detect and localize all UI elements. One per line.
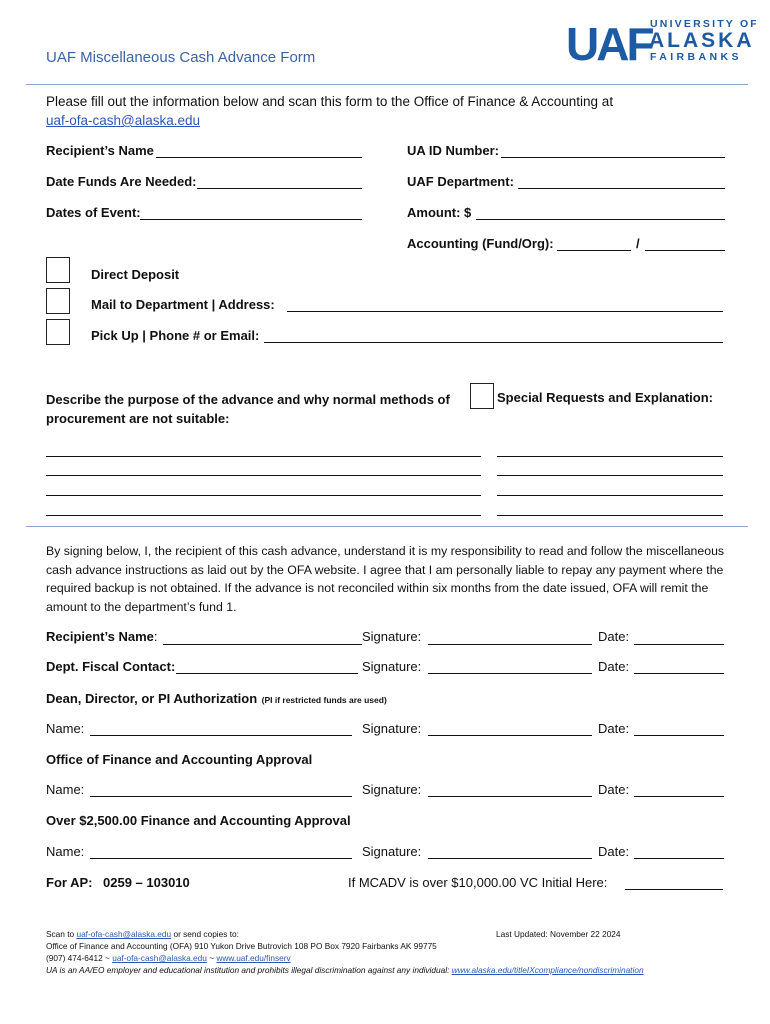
date-label: Date: [598,782,630,797]
special-line-3[interactable] [497,495,723,496]
name-label: Name: [46,782,85,797]
ofa-signature-field[interactable] [428,796,592,797]
over-signature-field[interactable] [428,858,592,859]
amount-field[interactable] [476,219,725,220]
ua-id-field[interactable] [501,157,725,158]
fund-field[interactable] [557,250,631,251]
mail-label: Mail to Department | Address: [91,297,275,312]
dean-heading-text: Dean, Director, or PI Authorization [46,691,258,706]
vc-initial-field[interactable] [625,889,723,890]
pickup-label: Pick Up | Phone # or Email: [91,328,260,343]
date-label: Date: [598,629,630,644]
ofa-approval-heading: Office of Finance and Accounting Approval [46,752,313,767]
footer-scan-suffix: or send copies to: [173,929,239,939]
uaf-dept-label: UAF Department: [407,174,514,189]
dean-signature-field[interactable] [428,735,592,736]
direct-deposit-checkbox[interactable] [46,257,70,283]
signature-label: Signature: [362,721,422,736]
footer-email[interactable]: uaf-ofa-cash@alaska.edu [112,953,207,963]
dean-date-field[interactable] [634,735,724,736]
mail-checkbox[interactable] [46,288,70,314]
special-line-2[interactable] [497,475,723,476]
over-date-field[interactable] [634,858,724,859]
intro-text [46,92,706,130]
recipient-signature-field[interactable] [428,644,592,645]
name-label: Name: [46,721,85,736]
org-field[interactable] [645,250,725,251]
purpose-label: Describe the purpose of the advance and why normal methods of procurement are not suitable: [46,392,450,426]
date-label: Date: [598,721,630,736]
intro-instruction: Please fill out the information below and scan this form to the Office of Finance & Accounting at [46,94,614,109]
date-label: Date: [598,659,630,674]
over-approval-heading: Over $2,500.00 Finance and Accounting Approval [46,813,351,828]
over-name-field[interactable] [90,858,352,859]
footer-phone: (907) 474-6412 ~ [46,953,110,963]
recipient-date-field[interactable] [634,644,724,645]
recipient-name-label: Recipient’s Name [46,143,154,158]
footer-scan-email[interactable]: uaf-ofa-cash@alaska.edu [76,929,172,939]
signature-label: Signature: [362,844,422,859]
last-updated: Last Updated: November 22 2024 [496,929,621,939]
dates-event-label: Dates of Event: [46,205,141,220]
signature-label: Signature: [362,629,422,644]
recipient-sign-name-field[interactable] [163,644,362,645]
footer-address: Office of Finance and Accounting (OFA) 910 Yukon Drive Butrovich 108 PO Box 7920 Fairbanks AK 99775 [46,941,437,951]
footer-eeo-line [46,964,746,976]
form-title: UAF Miscellaneous Cash Advance Form [46,49,316,66]
accounting-label: Accounting (Fund/Org): [407,236,554,251]
footer-eeo-text: UA is an AA/EO employer and educational institution and prohibits illegal discrimination against any individual: [46,965,450,975]
recipient-sign-colon: : [153,629,158,644]
footer-contact-line [46,952,746,964]
pickup-checkbox[interactable] [46,319,70,345]
date-label: Date: [598,844,630,859]
direct-deposit-label: Direct Deposit [91,267,180,282]
logo-line1: UNIVERSITY OF [650,18,756,30]
header-divider [26,84,748,85]
agreement-text: By signing below, I, the recipient of this cash advance, understand it is my responsibility to read and follow the miscellaneous cash advance instructions as laid out by the OFA website. I agree that I am personally liable to repay any payment where the required backup is not obtained. If the advance is not reconciled within six months from the date issued, OFA will remit the amount to the department’s fund 1. [46,544,725,614]
mcadv-label: If MCADV is over $10,000.00 VC Initial Here: [348,875,608,890]
ofa-email-link[interactable]: uaf-ofa-cash@alaska.edu [46,113,201,128]
footer-scan-line [46,928,746,940]
dean-name-field[interactable] [90,735,352,736]
purpose-line-1[interactable] [46,456,481,457]
special-line-4[interactable] [497,515,723,516]
for-ap-label: For AP: [46,875,93,890]
dean-note: (PI if restricted funds are used) [261,695,387,705]
logo-line3: FAIRBANKS [650,51,742,63]
date-funds-label: Date Funds Are Needed: [46,174,197,189]
special-requests-label: Special Requests and Explanation: [497,390,713,405]
dept-fiscal-date-field[interactable] [634,673,724,674]
recipient-sign-label-text: Recipient’s Name [46,629,154,644]
pickup-contact-field[interactable] [264,342,723,343]
uaf-logo [566,16,756,64]
mail-address-field[interactable] [287,311,723,312]
signature-label: Signature: [362,782,422,797]
dept-fiscal-name-field[interactable] [176,673,358,674]
footer-scan-prefix: Scan to [46,929,75,939]
footer [46,928,746,976]
ofa-name-field[interactable] [90,796,352,797]
footer-eeo-link[interactable]: www.alaska.edu/titleIXcompliance/nondiscrimination [451,965,644,975]
purpose-line-3[interactable] [46,495,481,496]
ofa-date-field[interactable] [634,796,724,797]
uaf-dept-field[interactable] [518,188,725,189]
dept-fiscal-signature-field[interactable] [428,673,592,674]
amount-label: Amount: $ [407,205,472,220]
footer-tilde: ~ [209,953,215,963]
dates-event-field[interactable] [140,219,362,220]
ap-code: 0259 – 103010 [103,875,190,890]
ua-id-label: UA ID Number: [407,143,499,158]
signature-label: Signature: [362,659,422,674]
purpose-line-2[interactable] [46,475,481,476]
dept-fiscal-label: Dept. Fiscal Contact: [46,659,176,674]
accounting-slash: / [636,236,640,251]
name-label: Name: [46,844,85,859]
section-divider [26,526,748,527]
footer-finserv-link[interactable]: www.uaf.edu/finserv [216,953,291,963]
dean-heading [46,690,387,708]
date-funds-field[interactable] [197,188,362,189]
recipient-sign-label [46,629,158,644]
logo-line2: ALASKA [649,29,755,52]
logo-abbr: UAF [566,18,652,64]
special-requests-checkbox[interactable] [470,383,494,409]
recipient-name-field[interactable] [156,157,362,158]
special-line-1[interactable] [497,456,723,457]
purpose-line-4[interactable] [46,515,481,516]
